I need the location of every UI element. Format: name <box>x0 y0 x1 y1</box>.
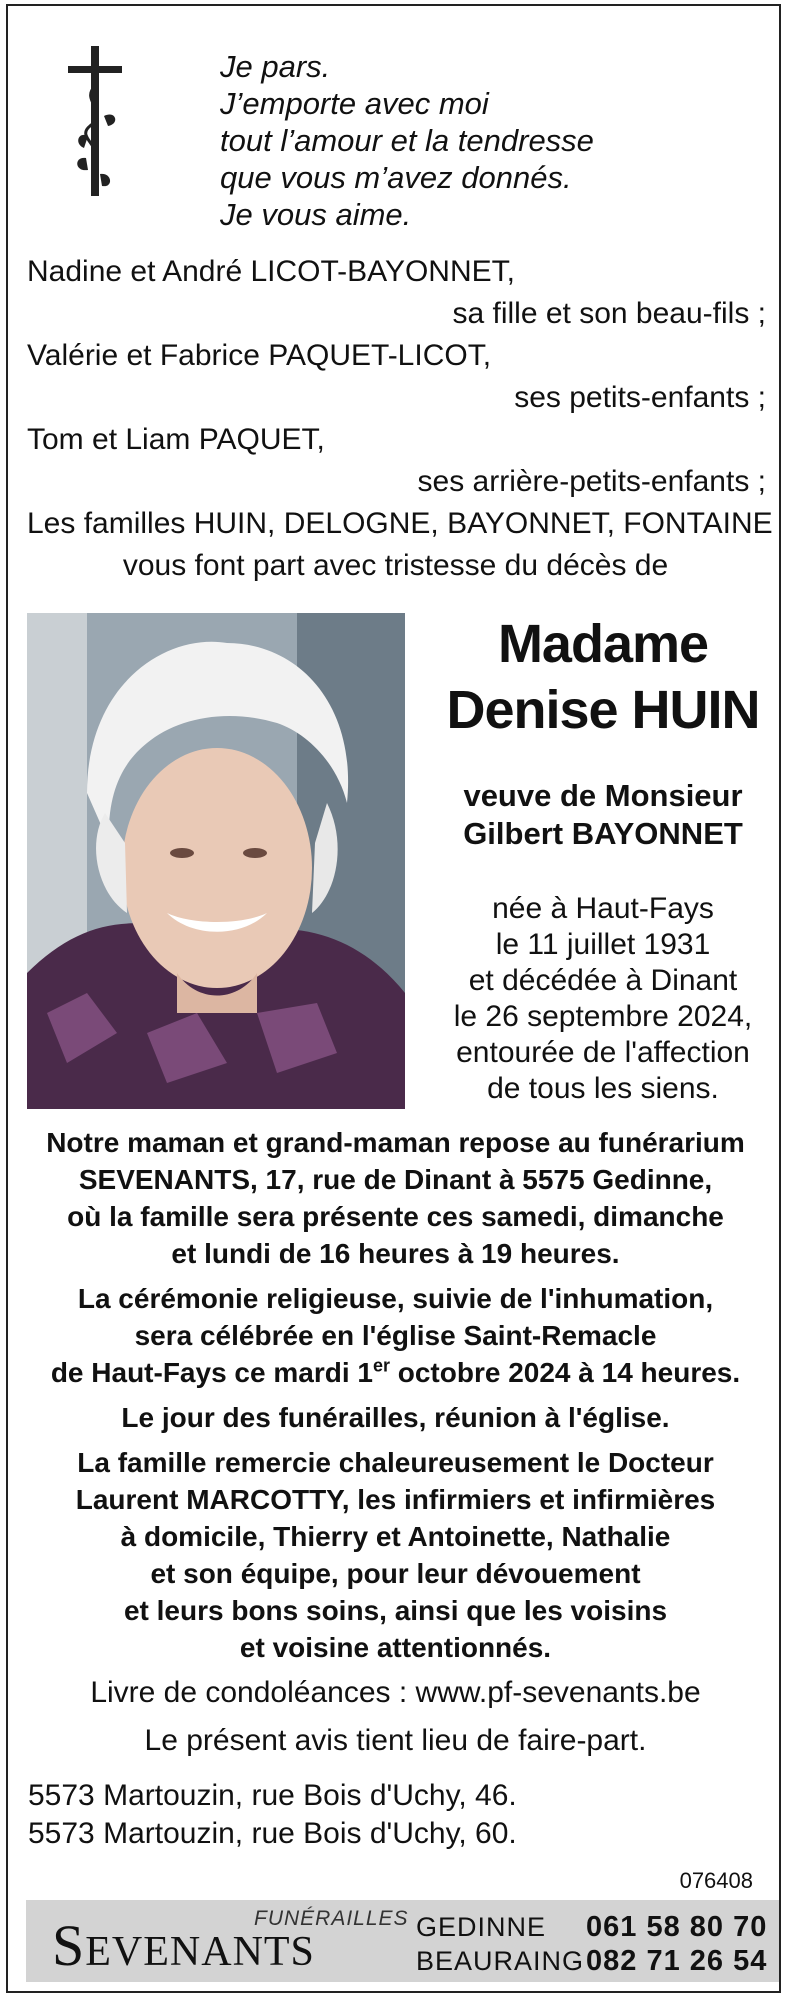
funerarium-paragraph: Notre maman et grand-maman repose au funérarium SEVENANTS, 17, rue de Dinant à 5575 Gedinne, où la famille sera présente ces samedi, dimanche et lundi de 16 heures à 19 heures. <box>46 1127 745 1269</box>
addresses <box>28 1777 517 1853</box>
birth-death-info <box>418 891 788 1107</box>
thanks-paragraph: La famille remercie chaleureusement le Docteur Laurent MARCOTTY, les infirmiers et infirmières à domicile, Thierry et Antoinette, Nathalie et son équipe, pour leur dévouement et leurs bons soins, ainsi que les voisins et voisine attentionnés. <box>75 1447 716 1663</box>
deceased-block <box>418 611 788 1107</box>
cross-icon <box>60 46 130 196</box>
widow-line: veuve de Monsieur <box>463 778 743 813</box>
phone-gedinne[interactable]: 061 58 80 70 <box>586 1911 768 1943</box>
reference-number: 076408 <box>679 1868 753 1893</box>
family-relation: sa fille et son beau-fils ; <box>452 297 766 330</box>
families-line: Les familles HUIN, DELOGNE, BAYONNET, FONTAINE <box>27 507 773 540</box>
portrait-photo <box>27 613 405 1109</box>
family-relation: ses petits-enfants ; <box>514 381 766 414</box>
notice-text: Le présent avis tient lieu de faire-part. <box>144 1724 647 1757</box>
condolences-link[interactable]: Livre de condoléances : www.pf-sevenants.be <box>90 1676 701 1709</box>
deceased-name: Denise HUIN <box>446 680 760 740</box>
date-line: de tous les siens. <box>487 1072 719 1105</box>
poem <box>220 48 594 233</box>
ceremony-paragraph: La cérémonie religieuse, suivie de l'inhumation, sera célébrée en l'église Saint-Remacle de Haut-Fays ce mardi 1er octobre 2024 à 14 heures. <box>50 1283 741 1388</box>
family-list <box>8 251 783 587</box>
family-relation: ses arrière-petits-enfants ; <box>417 465 766 498</box>
poem-line: J’emporte avec moi <box>220 86 489 121</box>
widow-line: Gilbert BAYONNET <box>463 816 743 851</box>
phone-beauraing[interactable]: 082 71 26 54 <box>586 1945 768 1977</box>
funeral-home-footer <box>26 1900 779 1982</box>
city-beauraing: BEAURAING <box>416 1946 585 1976</box>
funerailles-label: FUNÉRAILLES <box>254 1907 409 1930</box>
poem-line: Je vous aime. <box>220 197 412 232</box>
city-gedinne: GEDINNE <box>416 1912 547 1942</box>
address-line: 5573 Martouzin, rue Bois d'Uchy, 60. <box>28 1817 517 1850</box>
poem-line: que vous m’avez donnés. <box>220 160 572 195</box>
address-line: 5573 Martouzin, rue Bois d'Uchy, 46. <box>28 1779 517 1812</box>
date-line: née à Haut-Fays <box>492 892 714 925</box>
family-name: Nadine et André LICOT-BAYONNET, <box>27 255 515 288</box>
sevenants-logo: SEVENANTS <box>52 1913 315 1978</box>
poem-line: tout l’amour et la tendresse <box>220 123 594 158</box>
meeting-paragraph: Le jour des funérailles, réunion à l'église. <box>121 1402 670 1433</box>
portrait-image <box>27 613 405 1109</box>
poem-line: Je pars. <box>220 49 331 84</box>
announcement: vous font part avec tristesse du décès de <box>122 549 669 582</box>
family-name: Tom et Liam PAQUET, <box>27 423 325 456</box>
date-line: entourée de l'affection <box>456 1036 750 1069</box>
deceased-title: Madame <box>497 614 709 674</box>
date-line: et décédée à Dinant <box>468 964 738 997</box>
family-name: Valérie et Fabrice PAQUET-LICOT, <box>27 339 492 372</box>
date-line: le 11 juillet 1931 <box>495 928 711 961</box>
obituary-frame <box>6 4 781 1993</box>
funeral-info <box>8 1124 783 1674</box>
widow-of <box>418 777 788 853</box>
date-line: le 26 septembre 2024, <box>453 1000 753 1033</box>
